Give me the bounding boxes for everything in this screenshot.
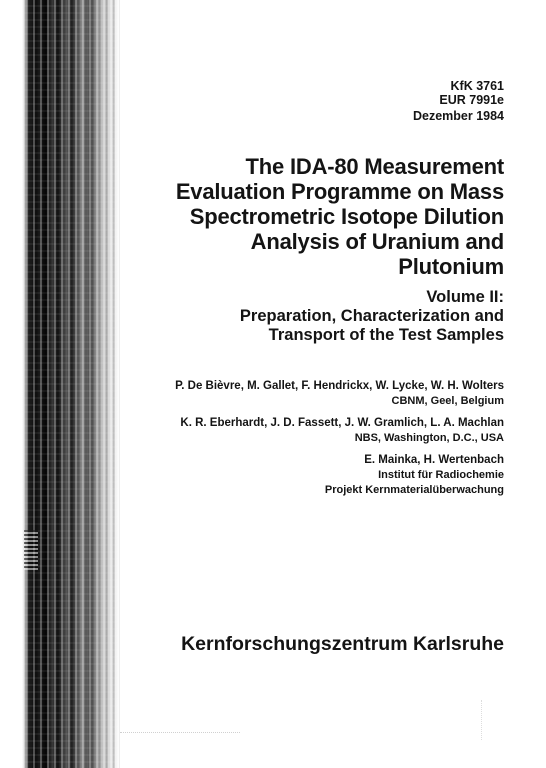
volume-heading [240, 288, 504, 345]
volume-title-line: Transport of the Test Samples [268, 326, 504, 344]
title-line: Analysis of Uranium and [250, 229, 504, 254]
scanned-binding-strip [0, 0, 120, 768]
author-affiliation: Projekt Kernmaterialüberwachung [324, 484, 504, 496]
scan-artifact [481, 700, 496, 740]
cover-page [130, 0, 508, 768]
kfk-report-number: KfK 3761 [450, 79, 504, 93]
title-line: Evaluation Programme on Mass [175, 179, 504, 204]
title-line: Plutonium [398, 254, 504, 279]
author-names: P. De Bièvre, M. Gallet, F. Hendrickx, W. Lycke, W. H. Wolters [175, 380, 504, 392]
author-group-cbnm [104, 378, 504, 409]
author-affiliation: CBNM, Geel, Belgium [391, 395, 504, 407]
scan-artifact [24, 530, 38, 570]
author-affiliation: NBS, Washington, D.C., USA [354, 432, 504, 444]
publisher-name: Kernforschungszentrum Karlsruhe [181, 633, 504, 655]
author-names: E. Mainka, H. Wertenbach [364, 454, 504, 466]
eur-report-number: EUR 7991e [439, 93, 504, 107]
report-title [134, 154, 504, 279]
title-line: Spectrometric Isotope Dilution [189, 204, 504, 229]
volume-title-line: Preparation, Characterization and [239, 307, 504, 325]
author-names: K. R. Eberhardt, J. D. Fassett, J. W. Gramlich, L. A. Machlan [180, 417, 504, 429]
author-affiliation: Institut für Radiochemie [378, 469, 504, 481]
publication-date: Dezember 1984 [412, 109, 504, 123]
author-list [104, 378, 504, 504]
title-line: The IDA-80 Measurement [245, 154, 504, 179]
report-identifiers [413, 79, 504, 123]
author-group-nbs [104, 415, 504, 446]
author-group-kfk [104, 452, 504, 498]
volume-label: Volume II: [426, 288, 504, 306]
